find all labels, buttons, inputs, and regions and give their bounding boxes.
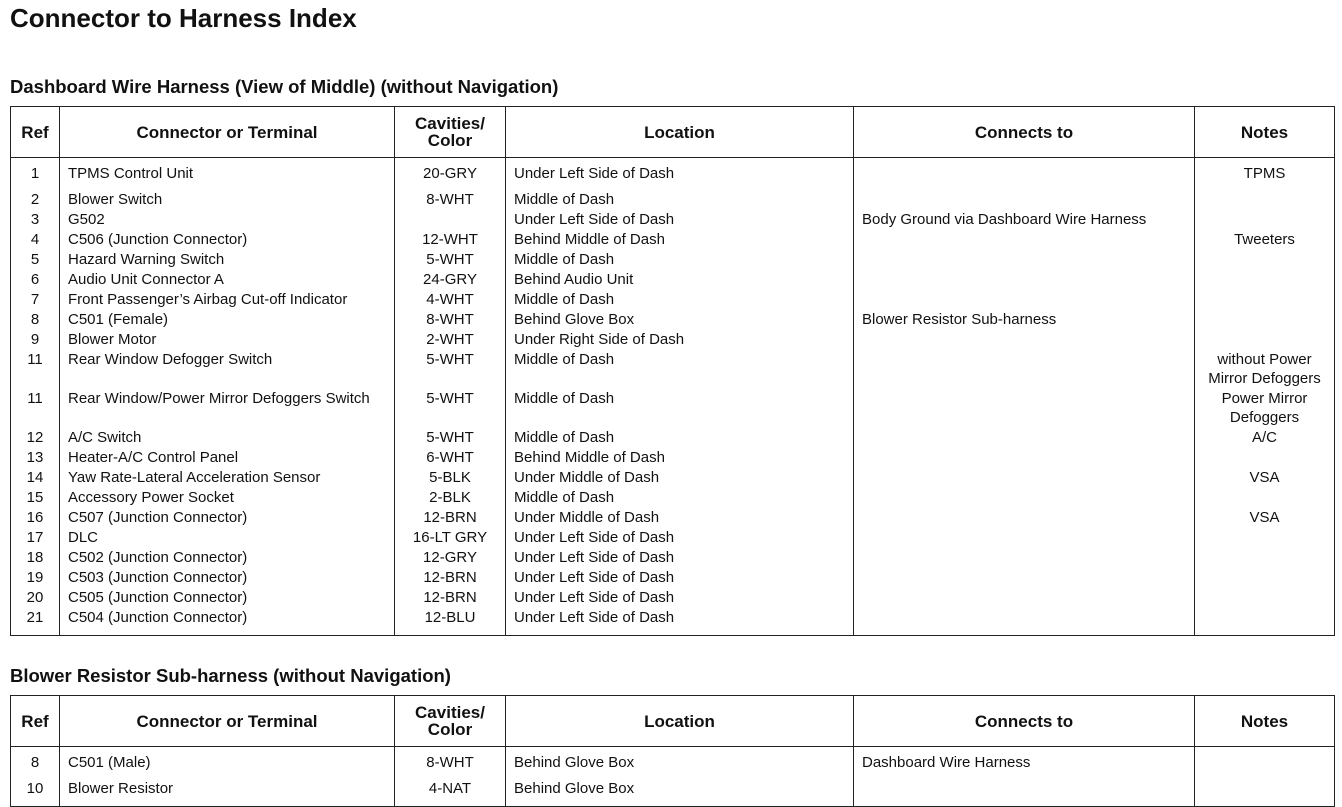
cell-location: Under Middle of Dash — [506, 468, 854, 488]
cell-notes: without Power Mirror Defoggers — [1195, 350, 1335, 389]
table-row — [11, 568, 1335, 588]
cell-location: Under Left Side of Dash — [506, 158, 854, 191]
table-row — [11, 389, 1335, 428]
cell-cavities: 20-GRY — [395, 158, 506, 191]
cell-ref: 14 — [11, 468, 60, 488]
table-row — [11, 528, 1335, 548]
cell-connector: Blower Resistor — [60, 779, 395, 807]
cell-ref: 4 — [11, 230, 60, 250]
cell-connects-to — [854, 330, 1195, 350]
table-row — [11, 488, 1335, 508]
cell-notes — [1195, 310, 1335, 330]
cell-ref: 7 — [11, 290, 60, 310]
cell-connects-to — [854, 508, 1195, 528]
cell-cavities: 6-WHT — [395, 448, 506, 468]
cell-notes — [1195, 608, 1335, 636]
cell-connects-to — [854, 190, 1195, 210]
cell-cavities: 24-GRY — [395, 270, 506, 290]
cell-location: Under Left Side of Dash — [506, 568, 854, 588]
table-row — [11, 310, 1335, 330]
header-ref: Ref — [11, 696, 60, 747]
cell-notes — [1195, 330, 1335, 350]
cell-notes — [1195, 270, 1335, 290]
table-row — [11, 330, 1335, 350]
cell-cavities: 12-GRY — [395, 548, 506, 568]
table-body — [11, 158, 1335, 636]
cell-cavities — [395, 210, 506, 230]
cell-ref: 9 — [11, 330, 60, 350]
cell-location: Under Left Side of Dash — [506, 588, 854, 608]
cell-cavities: 4-WHT — [395, 290, 506, 310]
cell-location: Under Left Side of Dash — [506, 528, 854, 548]
cell-ref: 21 — [11, 608, 60, 636]
cell-connector: C505 (Junction Connector) — [60, 588, 395, 608]
cell-ref: 15 — [11, 488, 60, 508]
cell-location: Under Left Side of Dash — [506, 548, 854, 568]
table-row — [11, 428, 1335, 448]
cell-cavities: 8-WHT — [395, 747, 506, 780]
cell-connector: C501 (Female) — [60, 310, 395, 330]
cell-connects-to — [854, 389, 1195, 428]
cell-ref: 16 — [11, 508, 60, 528]
cell-connector: C501 (Male) — [60, 747, 395, 780]
cell-connector: Blower Switch — [60, 190, 395, 210]
table-row — [11, 468, 1335, 488]
cell-location: Under Left Side of Dash — [506, 210, 854, 230]
cell-connects-to — [854, 488, 1195, 508]
cell-location: Behind Glove Box — [506, 779, 854, 807]
header-notes: Notes — [1195, 107, 1335, 158]
cell-ref: 18 — [11, 548, 60, 568]
cell-connector: Heater-A/C Control Panel — [60, 448, 395, 468]
table-row — [11, 448, 1335, 468]
cell-notes — [1195, 548, 1335, 568]
cell-ref: 20 — [11, 588, 60, 608]
table-row — [11, 779, 1335, 807]
cell-connector: G502 — [60, 210, 395, 230]
cell-location: Middle of Dash — [506, 389, 854, 428]
cell-location: Behind Middle of Dash — [506, 448, 854, 468]
cell-ref: 17 — [11, 528, 60, 548]
cell-connector: A/C Switch — [60, 428, 395, 448]
cell-connects-to — [854, 568, 1195, 588]
cell-connects-to — [854, 548, 1195, 568]
cell-location: Under Right Side of Dash — [506, 330, 854, 350]
cell-ref: 10 — [11, 779, 60, 807]
cell-location: Middle of Dash — [506, 488, 854, 508]
cell-connects-to — [854, 528, 1195, 548]
cell-notes — [1195, 528, 1335, 548]
cell-connects-to — [854, 290, 1195, 310]
cell-connector: Audio Unit Connector A — [60, 270, 395, 290]
table-row — [11, 548, 1335, 568]
cell-connects-to: Body Ground via Dashboard Wire Harness — [854, 210, 1195, 230]
cell-ref: 2 — [11, 190, 60, 210]
table-row — [11, 350, 1335, 389]
cell-cavities: 12-BRN — [395, 588, 506, 608]
cell-notes — [1195, 568, 1335, 588]
table-row — [11, 608, 1335, 636]
cell-cavities: 5-WHT — [395, 428, 506, 448]
header-connects-to: Connects to — [854, 696, 1195, 747]
cell-cavities: 12-WHT — [395, 230, 506, 250]
cell-connector: Rear Window Defogger Switch — [60, 350, 395, 389]
header-connector: Connector or Terminal — [60, 696, 395, 747]
table-row — [11, 508, 1335, 528]
cell-cavities: 8-WHT — [395, 310, 506, 330]
cell-notes — [1195, 448, 1335, 468]
cell-cavities: 4-NAT — [395, 779, 506, 807]
table-header — [11, 696, 1335, 747]
cell-connects-to — [854, 230, 1195, 250]
table-row — [11, 210, 1335, 230]
table-row — [11, 158, 1335, 191]
cell-location: Middle of Dash — [506, 428, 854, 448]
cell-notes — [1195, 250, 1335, 270]
cell-connector: C502 (Junction Connector) — [60, 548, 395, 568]
cell-notes — [1195, 190, 1335, 210]
cell-connects-to — [854, 158, 1195, 191]
cell-ref: 1 — [11, 158, 60, 191]
table-body — [11, 747, 1335, 807]
cell-location: Behind Audio Unit — [506, 270, 854, 290]
table-row — [11, 747, 1335, 780]
header-notes: Notes — [1195, 696, 1335, 747]
cell-notes: VSA — [1195, 468, 1335, 488]
header-cavities: Cavities/ Color — [395, 107, 506, 158]
cell-connects-to — [854, 250, 1195, 270]
table-row — [11, 588, 1335, 608]
blower-resistor-subharness-table — [10, 695, 1335, 807]
cell-connects-to — [854, 779, 1195, 807]
cell-connector: Rear Window/Power Mirror Defoggers Switch — [60, 389, 395, 428]
dashboard-harness-table — [10, 106, 1335, 636]
cell-connects-to: Dashboard Wire Harness — [854, 747, 1195, 780]
cell-location: Under Middle of Dash — [506, 508, 854, 528]
cell-notes — [1195, 488, 1335, 508]
cell-connects-to — [854, 428, 1195, 448]
page-title: Connector to Harness Index — [10, 3, 357, 33]
cell-ref: 12 — [11, 428, 60, 448]
cell-ref: 11 — [11, 389, 60, 428]
cell-connector: C504 (Junction Connector) — [60, 608, 395, 636]
cell-connects-to — [854, 588, 1195, 608]
cell-connects-to — [854, 350, 1195, 389]
cell-connector: Accessory Power Socket — [60, 488, 395, 508]
header-cavities: Cavities/ Color — [395, 696, 506, 747]
cell-connects-to — [854, 270, 1195, 290]
header-location: Location — [506, 107, 854, 158]
cell-cavities: 5-WHT — [395, 250, 506, 270]
cell-connector: C506 (Junction Connector) — [60, 230, 395, 250]
table-row — [11, 190, 1335, 210]
cell-notes — [1195, 588, 1335, 608]
cell-cavities: 5-BLK — [395, 468, 506, 488]
cell-connector: Front Passenger’s Airbag Cut-off Indicator — [60, 290, 395, 310]
cell-notes: VSA — [1195, 508, 1335, 528]
cell-ref: 3 — [11, 210, 60, 230]
cell-location: Under Left Side of Dash — [506, 608, 854, 636]
cell-connector: C507 (Junction Connector) — [60, 508, 395, 528]
header-ref: Ref — [11, 107, 60, 158]
cell-ref: 8 — [11, 747, 60, 780]
cell-connector: Yaw Rate-Lateral Acceleration Sensor — [60, 468, 395, 488]
section-title-dashboard-harness: Dashboard Wire Harness (View of Middle) (without Navigation) — [10, 76, 559, 97]
cell-cavities: 2-WHT — [395, 330, 506, 350]
cell-ref: 13 — [11, 448, 60, 468]
cell-connects-to: Blower Resistor Sub-harness — [854, 310, 1195, 330]
cell-ref: 8 — [11, 310, 60, 330]
cell-cavities: 5-WHT — [395, 350, 506, 389]
cell-ref: 6 — [11, 270, 60, 290]
cell-notes — [1195, 210, 1335, 230]
cell-connector: TPMS Control Unit — [60, 158, 395, 191]
cell-location: Middle of Dash — [506, 290, 854, 310]
cell-ref: 19 — [11, 568, 60, 588]
cell-location: Middle of Dash — [506, 350, 854, 389]
cell-cavities: 12-BRN — [395, 508, 506, 528]
header-location: Location — [506, 696, 854, 747]
cell-notes — [1195, 290, 1335, 310]
cell-location: Behind Glove Box — [506, 310, 854, 330]
cell-notes: Tweeters — [1195, 230, 1335, 250]
cell-connector: Blower Motor — [60, 330, 395, 350]
header-connector: Connector or Terminal — [60, 107, 395, 158]
cell-location: Behind Glove Box — [506, 747, 854, 780]
cell-cavities: 8-WHT — [395, 190, 506, 210]
cell-connector: C503 (Junction Connector) — [60, 568, 395, 588]
cell-notes: A/C — [1195, 428, 1335, 448]
header-connects-to: Connects to — [854, 107, 1195, 158]
table-row — [11, 250, 1335, 270]
table-row — [11, 270, 1335, 290]
cell-location: Behind Middle of Dash — [506, 230, 854, 250]
cell-notes: TPMS — [1195, 158, 1335, 191]
cell-connects-to — [854, 608, 1195, 636]
cell-connects-to — [854, 448, 1195, 468]
cell-connects-to — [854, 468, 1195, 488]
table-row — [11, 230, 1335, 250]
cell-cavities: 2-BLK — [395, 488, 506, 508]
section-title-blower-resistor-subharness: Blower Resistor Sub-harness (without Navigation) — [10, 665, 451, 686]
cell-cavities: 5-WHT — [395, 389, 506, 428]
cell-cavities: 16-LT GRY — [395, 528, 506, 548]
table-row — [11, 290, 1335, 310]
table-header — [11, 107, 1335, 158]
cell-ref: 11 — [11, 350, 60, 389]
cell-cavities: 12-BRN — [395, 568, 506, 588]
cell-ref: 5 — [11, 250, 60, 270]
cell-connector: DLC — [60, 528, 395, 548]
cell-location: Middle of Dash — [506, 250, 854, 270]
cell-connector: Hazard Warning Switch — [60, 250, 395, 270]
cell-notes — [1195, 747, 1335, 780]
cell-notes — [1195, 779, 1335, 807]
cell-notes: Power Mirror Defoggers — [1195, 389, 1335, 428]
cell-location: Middle of Dash — [506, 190, 854, 210]
cell-cavities: 12-BLU — [395, 608, 506, 636]
